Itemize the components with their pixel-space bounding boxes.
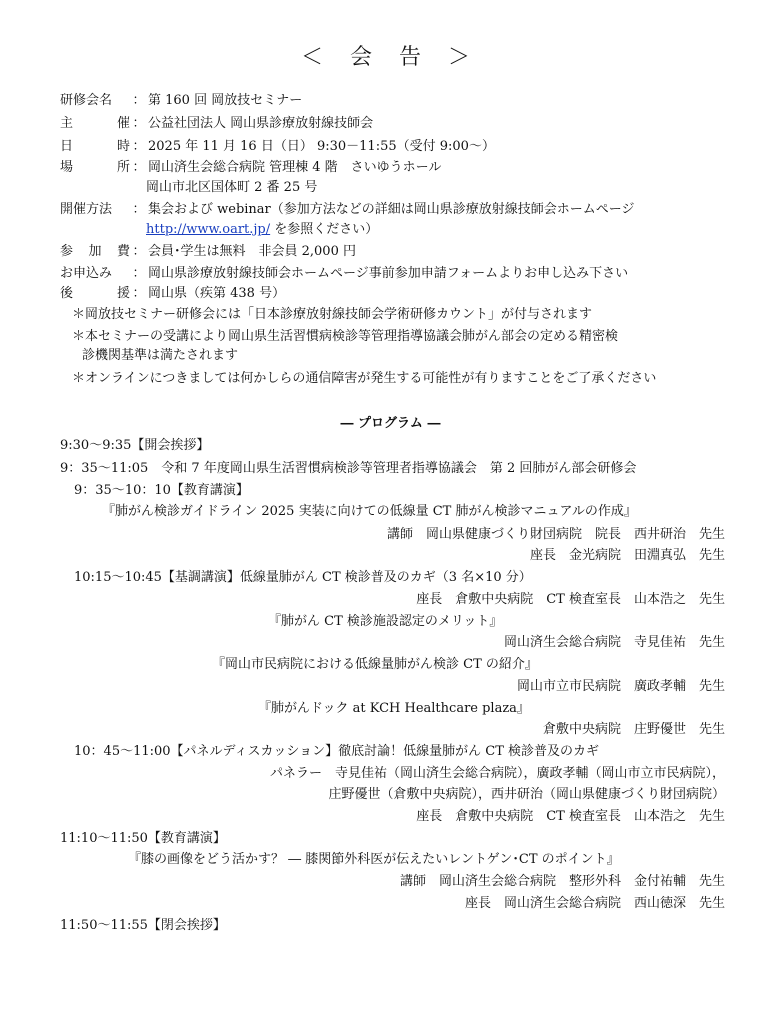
program-line: 岡山済生会総合病院 寺見佳祐 先生	[503, 635, 725, 650]
value-name: 第 160 回 岡放技セミナー	[148, 93, 303, 108]
colon: ：	[132, 116, 146, 131]
colon: ：	[132, 160, 146, 175]
value-support: 岡山県（疾第 438 号）	[148, 286, 286, 301]
method-tail: を参照ください）	[270, 222, 379, 237]
info-place-address: 岡山市北区国体町 2 番 25 号	[146, 180, 318, 195]
program-line: 岡山市立市民病院 廣政孝輔 先生	[516, 679, 725, 694]
info-row-apply	[60, 264, 725, 284]
info-row-name	[60, 91, 725, 111]
colon: ：	[132, 266, 146, 281]
note-line: ＊本セミナーの受講により岡山県生活習慣病検診等管理指導協議会肺がん部会の定める精密検	[72, 329, 619, 344]
label-place: 場 所	[60, 160, 130, 175]
colon: ：	[132, 139, 146, 154]
program-line: 10:15～10:45【基調講演】低線量肺がん CT 検診普及のカギ（3 名×10 分）	[74, 570, 532, 585]
note-line: ＊岡放技セミナー研修会には「日本診療放射線技師会学術研修カウント」が付与されます	[72, 307, 593, 322]
program-line: 座長 倉敷中央病院 CT 検査室長 山本浩之 先生	[416, 592, 725, 607]
program-line: パネラー 寺見佳祐（岡山済生会総合病院），廣政孝輔（岡山市立市民病院），	[269, 766, 725, 781]
note-line: 診機関基準は満たされます	[82, 348, 239, 363]
info-method-link-row	[146, 220, 725, 240]
website-link[interactable]: http://www.oart.jp/	[146, 222, 271, 237]
program-line: 9：35～11:05 令和 7 年度岡山県生活習慣病検診等管理者指導協議会 第 2 回肺がん部会研修会	[60, 461, 637, 476]
label-apply: お申込み	[60, 266, 113, 281]
program-line: 9：35～10：10【教育講演】	[74, 483, 249, 498]
label-host: 主 催	[60, 116, 130, 131]
program-line: 『岡山市民病院における低線量肺がん検診 CT の紹介』	[212, 657, 538, 672]
label-date: 日 時	[60, 139, 130, 154]
program-line: 座長 金光病院 田淵真弘 先生	[529, 548, 725, 563]
program-line: 『膝の画像をどう活かす？ ― 膝関節外科医が伝えたいレントゲン･CT のポイント』	[128, 852, 620, 867]
colon: ：	[132, 286, 146, 301]
program-line: 講師 岡山県健康づくり財団病院 院長 西井研治 先生	[386, 527, 725, 542]
program-line: 倉敷中央病院 庄野優世 先生	[542, 722, 725, 737]
program-line: 座長 倉敷中央病院 CT 検査室長 山本浩之 先生	[416, 809, 725, 824]
page-title: ＜ 会 告 ＞	[301, 45, 480, 70]
info-row-date	[60, 137, 725, 157]
label-fee: 参 加 費	[60, 244, 130, 259]
colon: ：	[132, 244, 146, 259]
program-heading: ― プログラム ―	[340, 416, 441, 431]
value-date: 2025 年 11 月 16 日（日） 9:30－11:55（受付 9:00～）	[148, 139, 495, 154]
info-row-method	[60, 200, 725, 220]
program-line: 10：45～11:00【パネルディスカッション】徹底討論！低線量肺がん CT 検診普及のカギ	[74, 744, 600, 759]
program-line: 『肺がん検診ガイドライン 2025 実装に向けての低線量 CT 肺がん検診マニュアルの作成』	[102, 504, 637, 519]
info-row-fee	[60, 242, 725, 262]
value-method: 集会および webinar（参加方法などの詳細は岡山県診療放射線技師会ホームページ	[148, 202, 635, 217]
program-line: 『肺がんドック at KCH Healthcare plaza』	[258, 701, 530, 716]
info-row-host	[60, 114, 725, 134]
program-line: 『肺がん CT 検診施設認定のメリット』	[268, 614, 503, 629]
program-line: 庄野優世（倉敷中央病院），西井研治（岡山県健康づくり財団病院）	[328, 787, 725, 802]
label-method: 開催方法	[60, 202, 113, 217]
value-apply: 岡山県診療放射線技師会ホームページ事前参加申請フォームよりお申し込み下さい	[148, 266, 629, 281]
value-host: 公益社団法人 岡山県診療放射線技師会	[148, 116, 374, 131]
program-line: 11:50～11:55【閉会挨拶】	[60, 918, 226, 933]
colon: ：	[132, 93, 146, 108]
colon: ：	[132, 202, 146, 217]
program-line: 11:10～11:50【教育講演】	[60, 831, 226, 846]
info-row-place	[60, 158, 725, 178]
label-name: 研修会名	[60, 93, 113, 108]
value-place: 岡山済生会総合病院 管理棟 4 階 さいゆうホール	[148, 160, 442, 175]
program-line: 9:30～9:35【開会挨拶】	[60, 438, 210, 453]
note-line: ＊オンラインにつきましては何かしらの通信障害が発生する可能性が有りますことをご了承ください	[72, 371, 657, 386]
program-line: 座長 岡山済生会総合病院 西山徳深 先生	[464, 896, 725, 911]
program-line: 講師 岡山済生会総合病院 整形外科 金付祐輔 先生	[399, 874, 725, 889]
value-fee: 会員･学生は無料 非会員 2,000 円	[148, 244, 356, 259]
label-support: 後 援	[60, 286, 130, 301]
info-row-support	[60, 284, 725, 304]
